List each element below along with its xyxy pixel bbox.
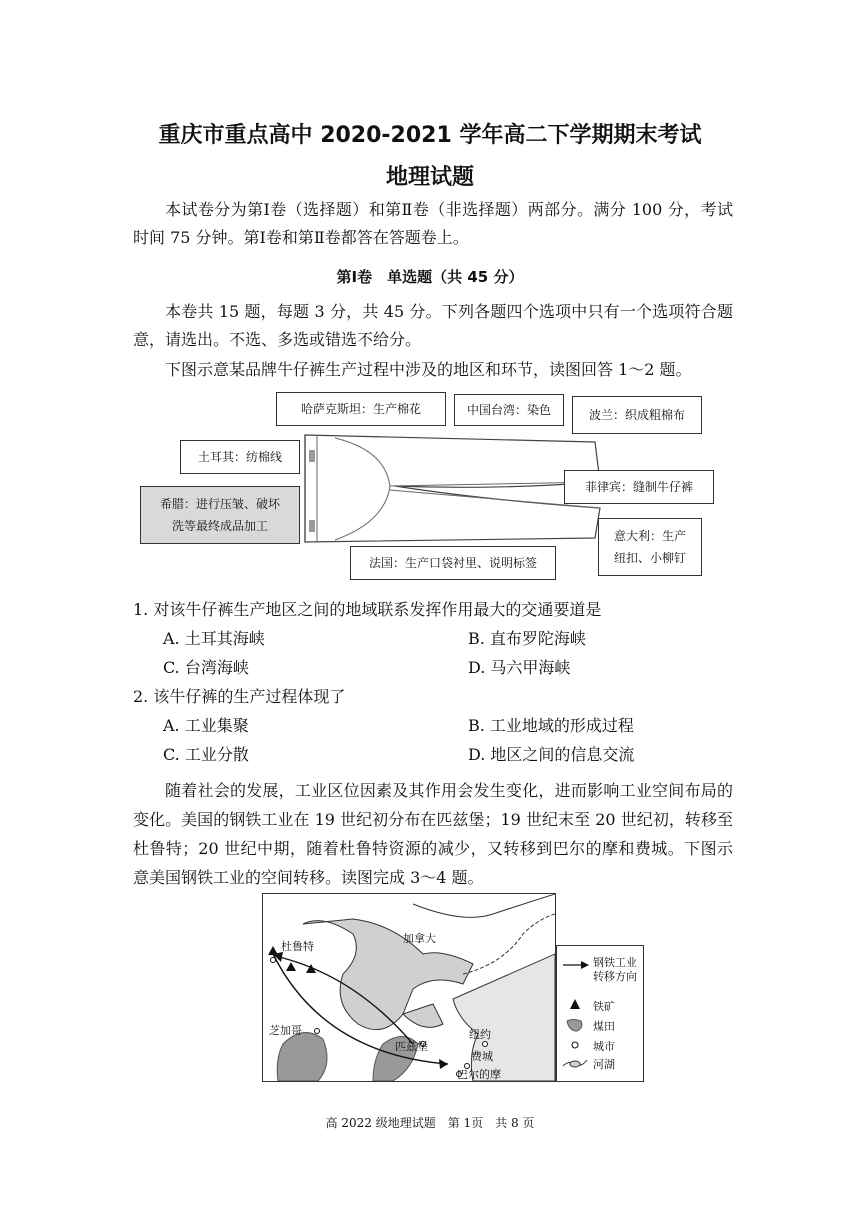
box-greece-line2: 洗等最终成品加工 <box>171 519 268 533</box>
coal-field-icon <box>565 1018 585 1032</box>
passage-2: 随着社会的发展，工业区位因素及其作用会发生变化，进而影响工业空间布局的变化。美国的钢铁工业在 19 世纪初分布在匹兹堡；19 世纪末至 20 世纪初，转移至杜鲁特；20 世纪中期，随着杜鲁特资源的减少，又转移到巴尔的摩和费城。下图示意美国钢铁工业的空间转移。读图完成 3～4 题。 <box>133 781 733 887</box>
box-italy-line2: 纽扣、小柳钉 <box>613 551 686 565</box>
box-taiwan: 中国台湾：染色 <box>454 394 564 426</box>
legend-coal-label: 煤田 <box>593 1020 615 1033</box>
box-kazakhstan: 哈萨克斯坦：生产棉花 <box>276 392 446 426</box>
section-heading: 第Ⅰ卷 单选题（共 45 分） <box>336 268 524 286</box>
box-greece-line1: 希腊：进行压皱、破坏 <box>159 497 280 511</box>
q2-option-b[interactable]: B. 工业地域的形成过程 <box>468 716 634 735</box>
box-france: 法国：生产口袋衬里、说明标签 <box>350 546 556 580</box>
map-label-pittsburgh: 匹兹堡 <box>395 1040 428 1053</box>
q1-option-b[interactable]: B. 直布罗陀海峡 <box>468 629 586 648</box>
section-instructions: 本卷共 15 题，每题 3 分，共 45 分。下列各题四个选项中只有一个选项符合题意，请选出。不选、多选或错选不给分。 <box>133 302 733 349</box>
steel-map <box>262 893 556 1082</box>
map-label-philadelphia: 费城 <box>471 1050 493 1063</box>
intro-paragraph: 本试卷分为第Ⅰ卷（选择题）和第Ⅱ卷（非选择题）两部分。满分 100 分，考试时间 75 分钟。第Ⅰ卷和第Ⅱ卷都答在答题卷上。 <box>133 200 733 247</box>
box-greece <box>140 486 300 544</box>
legend-river-label: 河湖 <box>593 1058 615 1071</box>
arrow-icon <box>563 960 589 970</box>
q1-option-a[interactable]: A. 土耳其海峡 <box>163 629 265 648</box>
exam-title: 重庆市重点高中 2020-2021 学年高二下学期期末考试 <box>158 123 702 148</box>
map-label-chicago: 芝加哥 <box>269 1024 302 1037</box>
box-turkey: 土耳其：纺棉线 <box>180 440 300 474</box>
city-icon <box>570 1040 580 1050</box>
box-italy-line1: 意大利：生产 <box>613 529 686 543</box>
legend-transfer-line2: 转移方向 <box>593 970 637 983</box>
q2-option-c[interactable]: C. 工业分散 <box>163 745 249 764</box>
q1-option-c[interactable]: C. 台湾海峡 <box>163 658 249 677</box>
question-2-stem: 2. 该牛仔裤的生产过程体现了 <box>133 687 346 706</box>
map-label-newyork: 纽约 <box>469 1028 491 1041</box>
box-italy <box>598 518 702 576</box>
triangle-icon <box>569 998 581 1010</box>
map-label-canada: 加拿大 <box>403 932 436 945</box>
river-lake-icon <box>561 1056 589 1070</box>
legend-city-label: 城市 <box>593 1040 615 1053</box>
box-poland: 波兰：织成粗棉布 <box>572 396 702 434</box>
map-legend <box>556 945 644 1082</box>
figure1-caption: 下图示意某品牌牛仔裤生产过程中涉及的地区和环节，读图回答 1～2 题。 <box>165 360 692 379</box>
legend-transfer-line1: 钢铁工业 <box>593 956 637 969</box>
legend-iron-label: 铁矿 <box>593 1000 615 1013</box>
exam-subtitle: 地理试题 <box>385 165 474 190</box>
map-label-duluth: 杜鲁特 <box>281 940 314 953</box>
question-1-stem: 1. 对该牛仔裤生产地区之间的地域联系发挥作用最大的交通要道是 <box>133 600 602 619</box>
q2-option-a[interactable]: A. 工业集聚 <box>163 716 249 735</box>
map-label-baltimore: 巴尔的摩 <box>457 1068 501 1081</box>
box-philippines: 菲律宾：缝制牛仔裤 <box>564 470 714 504</box>
q2-option-d[interactable]: D. 地区之间的信息交流 <box>468 745 635 764</box>
q1-option-d[interactable]: D. 马六甲海峡 <box>468 658 571 677</box>
jeans-icon <box>295 430 605 545</box>
page-footer: 高 2022 级地理试题 第 1页 共 8 页 <box>325 1116 535 1130</box>
